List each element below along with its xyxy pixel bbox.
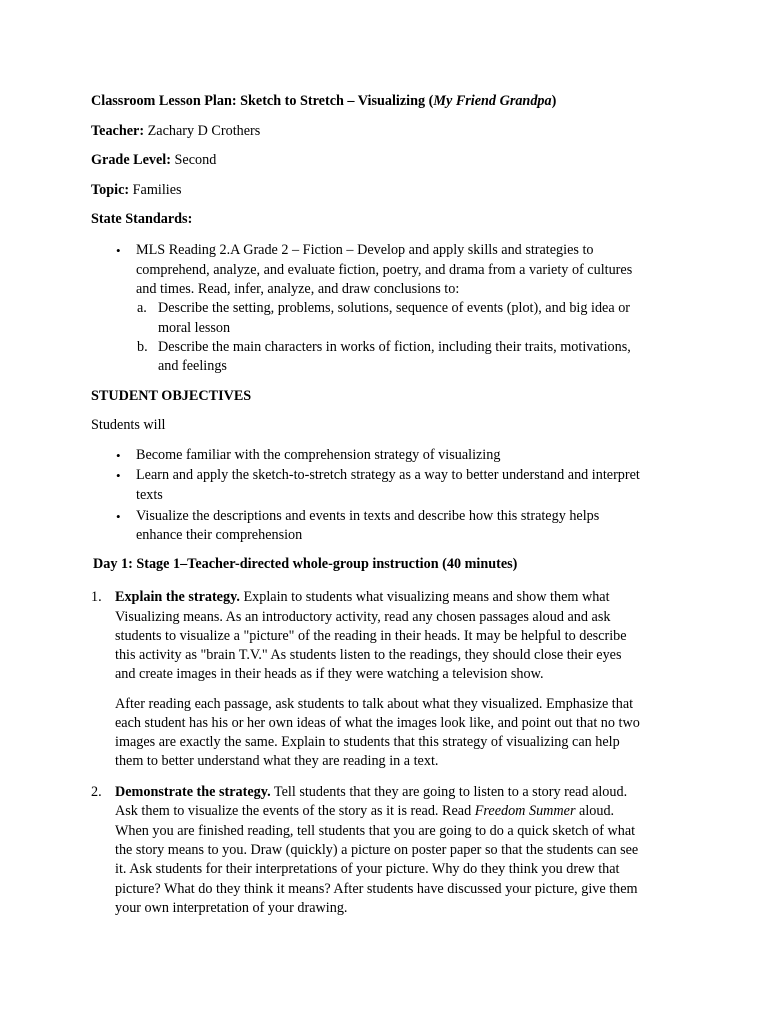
standards-text-line: comprehend, analyze, and evaluate fiction, poetry, and drama from a variety of cultures bbox=[136, 262, 633, 278]
step1-paragraph2-line: images are exactly the same. Explain to students that this strategy of visualizing can help bbox=[115, 734, 620, 750]
topic-line: Topic: Families bbox=[91, 182, 182, 198]
step2-line: the story means to you. Draw (quickly) a picture on poster paper so that the students can see bbox=[115, 842, 639, 858]
objectives-intro: Students will bbox=[91, 417, 166, 433]
sub-item-b-text: and feelings bbox=[158, 358, 227, 374]
objective-item: Learn and apply the sketch-to-stretch strategy as a way to better understand and interpret bbox=[136, 467, 640, 483]
day1-heading: Day 1: Stage 1–Teacher-directed whole-group instruction (40 minutes) bbox=[93, 556, 518, 572]
student-objectives-heading: STUDENT OBJECTIVES bbox=[91, 388, 252, 404]
state-standards-heading: State Standards: bbox=[91, 211, 193, 227]
objective-bullet: • bbox=[116, 448, 121, 463]
objective-item: texts bbox=[136, 487, 163, 503]
standards-text-line: MLS Reading 2.A Grade 2 – Fiction – Develop and apply skills and strategies to bbox=[136, 242, 594, 258]
objective-bullet: • bbox=[116, 468, 121, 483]
objective-bullet: • bbox=[116, 509, 121, 524]
teacher-line: Teacher: Zachary D Crothers bbox=[91, 123, 261, 139]
standards-text-line: and times. Read, infer, analyze, and draw conclusions to: bbox=[136, 281, 460, 297]
step1-line: this activity as "brain T.V." As students listen to the readings, they should close their eyes bbox=[115, 647, 622, 663]
step1-line: and create images in their heads as if they were watching a television show. bbox=[115, 666, 544, 682]
objective-item: Visualize the descriptions and events in texts and describe how this strategy helps bbox=[136, 508, 600, 524]
step1-line: Explain the strategy. Explain to students what visualizing means and show them what bbox=[115, 589, 610, 605]
step1-line: Visualizing means. As an introductory activity, read any chosen passages aloud and ask bbox=[115, 609, 611, 625]
objective-item: Become familiar with the comprehension strategy of visualizing bbox=[136, 447, 501, 463]
step1-marker: 1. bbox=[91, 589, 102, 605]
objective-item: enhance their comprehension bbox=[136, 527, 303, 543]
step2-line: your own interpretation of your drawing. bbox=[115, 900, 348, 916]
grade-level-line: Grade Level: Second bbox=[91, 152, 217, 168]
sub-item-b-text: Describe the main characters in works of fiction, including their traits, motivations, bbox=[158, 339, 631, 355]
document-title: Classroom Lesson Plan: Sketch to Stretch – Visualizing (My Friend Grandpa) bbox=[91, 93, 557, 109]
sub-item-a-text: Describe the setting, problems, solutions, sequence of events (plot), and big idea or bbox=[158, 300, 631, 316]
sub-item-a-marker: a. bbox=[137, 300, 147, 316]
step1-paragraph2-line: them to better understand what they are reading in a text. bbox=[115, 753, 439, 769]
sub-item-a-text: moral lesson bbox=[158, 320, 231, 336]
sub-item-b-marker: b. bbox=[137, 339, 148, 355]
step1-paragraph2-line: After reading each passage, ask students to talk about what they visualized. Emphasize that bbox=[115, 696, 634, 712]
step2-line: When you are finished reading, tell students that you are going to do a quick sketch of what bbox=[115, 823, 636, 839]
step1-paragraph2-line: each student has his or her own ideas of what the images look like, and point out that no two bbox=[115, 715, 640, 731]
standards-bullet: • bbox=[116, 243, 121, 258]
step2-line: picture? What do they think it means? After students have discussed your picture, give them bbox=[115, 881, 638, 897]
step2-marker: 2. bbox=[91, 784, 102, 800]
step1-line: students to visualize a "picture" of the reading in their heads. It may be helpful to describe bbox=[115, 628, 627, 644]
step2-line: Ask them to visualize the events of the story as it is read. Read Freedom Summer aloud. bbox=[115, 803, 615, 819]
step2-line: it. Ask students for their interpretations of your picture. Why do they think you drew that bbox=[115, 861, 620, 877]
step2-line: Demonstrate the strategy. Tell students that they are going to listen to a story read aloud. bbox=[115, 784, 628, 800]
